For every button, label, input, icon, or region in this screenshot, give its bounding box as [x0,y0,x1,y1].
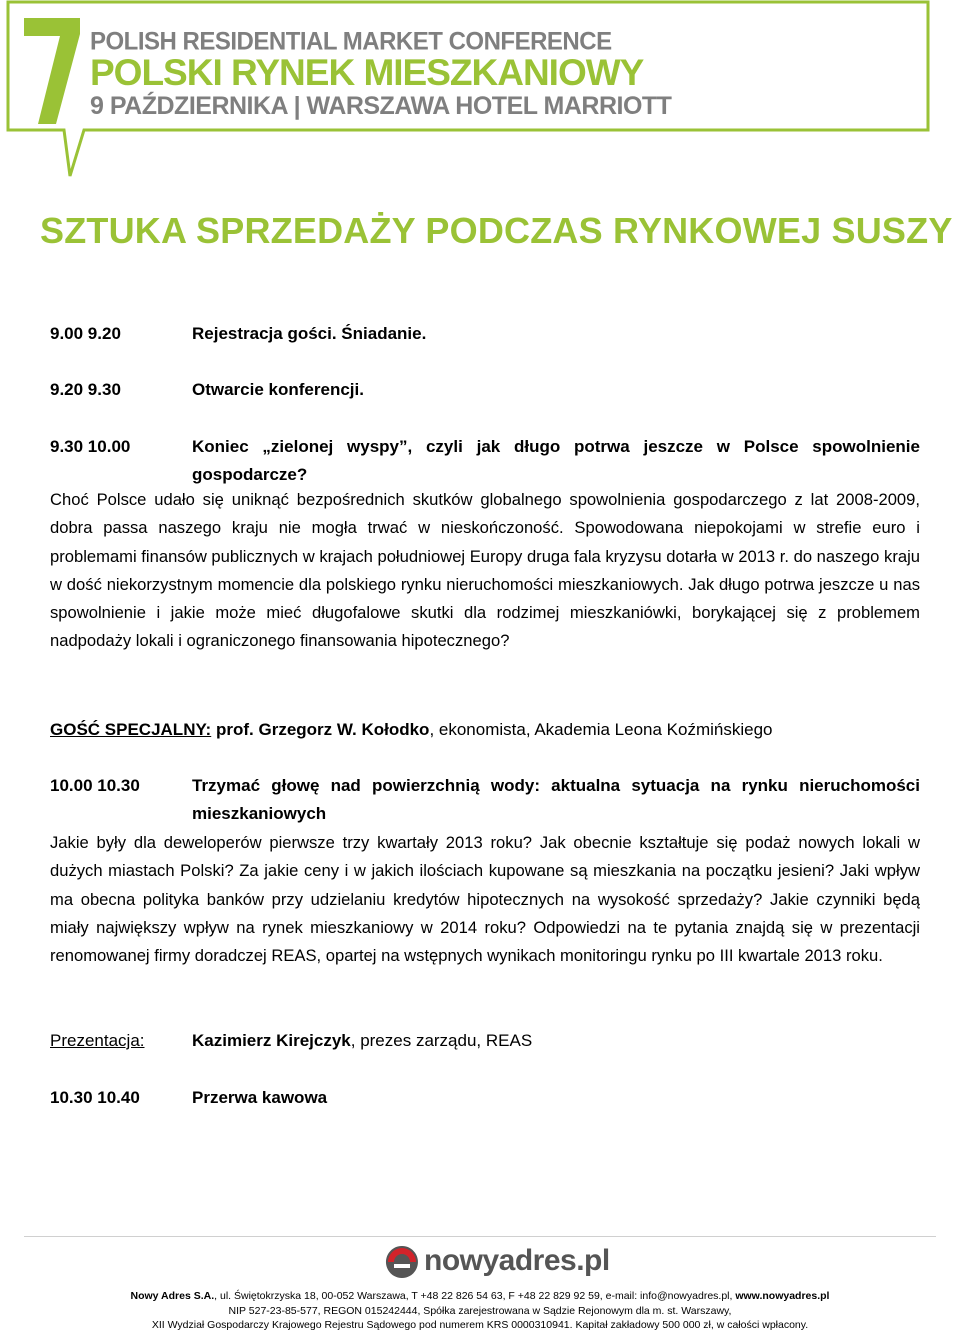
presenter-label: Prezentacja: [50,1031,145,1050]
agenda-title-line2: gospodarcze? [192,465,308,484]
footer-line3: XII Wydział Gospodarczy Krajowego Rejestru Sądowego pod numerem KRS 0000310941. Kapitał zakładowy 500 000 zł, w całości wpłacony. [151,1319,809,1331]
number-seven-shape [24,18,80,124]
agenda-title-line1: Koniec „zielonej wyspy”, czyli jak długo potrwa jeszcze w Polsce spowolnienie [192,437,920,456]
footer-line2: NIP 527-23-85-577, REGON 015242444, Spółka zarejestrowana w Sądzie Rejonowym dla m. st. Warszawy, [228,1305,732,1317]
footer-website-link[interactable]: www.nowyadres.pl [735,1290,830,1302]
agenda-time: 9.00 9.20 [50,324,121,343]
agenda-title: Otwarcie konferencji. [192,380,364,399]
nowyadres-logo-text: nowyadres.pl [424,1244,610,1277]
footer-divider [24,1236,936,1237]
agenda-description: Choć Polsce udało się uniknąć bezpośrednich skutków globalnego spowolnienia gospodarczego z lat 2008-2009, dobra passa naszego kraju nie mogła trwać w nieskończoność. Spowodowana niepokojami w strefie euro i problemami finansów publicznych w krajach południowej Europy druga fala kryzysu dotarła w 2013 r. do naszego kraju w dość niekorzystnym momencie dla polskiego rynku nieruchomości mieszkaniowych. Jak długo potrwa jeszcze u nas spowolnienie i jakie może mieć długofalowe skutki dla rodzimej mieszkaniówki, borykającej się z problemem nadpodaży lokali i ograniczonego finansowania hipotecznego? [50,490,920,651]
agenda-title: Rejestracja gości. Śniadanie. [192,324,427,343]
header-line2: POLSKI RYNEK MIESZKANIOWY [90,52,644,93]
footer-line1 [0,1290,960,1302]
agenda-title-line2: mieszkaniowych [192,804,327,823]
nowyadres-logo-icon [384,1244,420,1292]
guest-role: , ekonomista, Akademia Leona Koźmińskiego [429,720,773,739]
agenda-time: 10.30 10.40 [50,1088,140,1107]
agenda-title: Przerwa kawowa [192,1088,328,1107]
conference-header [0,0,960,180]
agenda-title-line1: Trzymać głowę nad powierzchnią wody: aktualna sytuacja na rynku nieruchomości [192,776,920,795]
agenda-description: Jakie były dla deweloperów pierwsze trzy kwartały 2013 roku? Jak obecnie kształtuje się podaż nowych lokali w dużych miastach Polski? Za jakie ceny i w jakich ilościach kupowane są mieszkania na początku jesieni? Jaki wpływ ma obecna polityka banków przy udzielaniu kredytów hipotecznych na wysokość sprzedaży? Jakie czynniki będą miały największy wpływ na rynek mieszkaniowy w 2014 roku? Odpowiedzi na te pytania znajdą się w prezentacji renomowanej firmy doradczej REAS, opartej na wstępnych wynikach monitoringu rynku po III kwartale 2013 roku. [50,833,920,966]
presenter-role: , prezes zarządu, REAS [350,1031,533,1050]
guest-label: GOŚĆ SPECJALNY: [50,720,212,739]
agenda-time: 9.30 10.00 [50,437,131,456]
page-title: SZTUKA SPRZEDAŻY PODCZAS RYNKOWEJ SUSZY [40,210,953,251]
agenda-time: 9.20 9.30 [50,380,121,399]
guest-name: prof. Grzegorz W. Kołodko [216,720,430,739]
presenter-name: Kazimierz Kirejczyk [192,1031,351,1050]
header-line3: 9 PAŹDZIERNIKA | WARSZAWA HOTEL MARRIOTT [90,92,672,120]
header-line1: POLISH RESIDENTIAL MARKET CONFERENCE [90,27,612,56]
agenda-time: 10.00 10.30 [50,776,140,795]
footer-company: Nowy Adres S.A. [130,1290,215,1302]
footer-address: , ul. Świętokrzyska 18, 00-052 Warszawa, T +48 22 826 54 63, F +48 22 829 92 59, e-mail: info@nowyadres.pl, [214,1290,736,1302]
